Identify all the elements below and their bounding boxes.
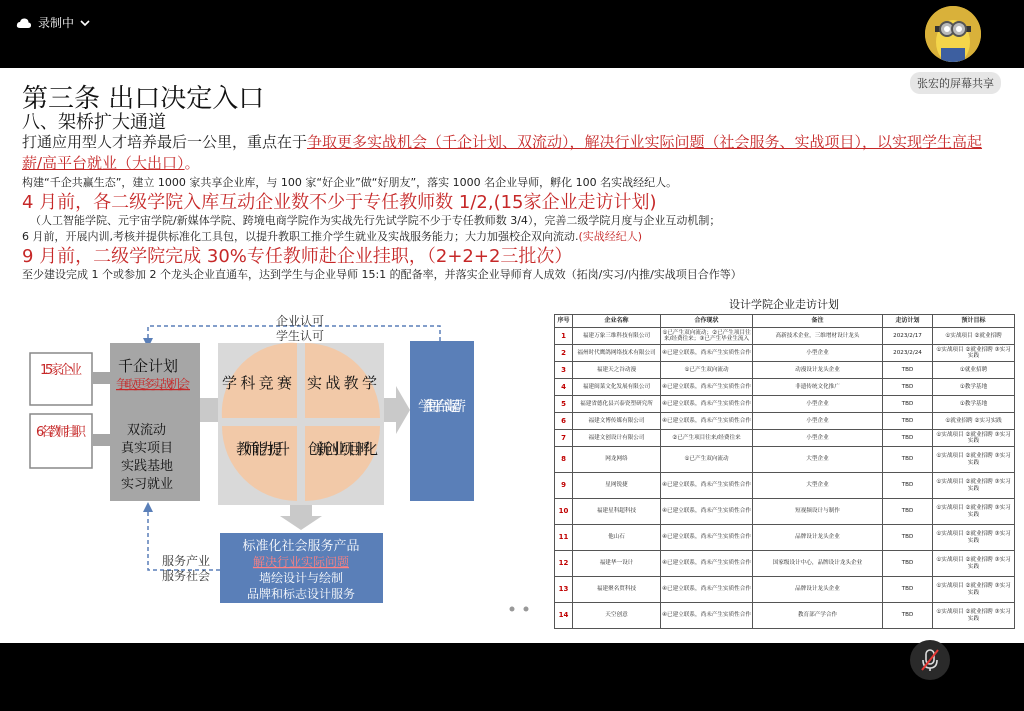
table-cell: ①已产生双向流动 <box>661 362 753 379</box>
table-cell: ④已建立联系，尚未产生实质性合作 <box>661 396 753 413</box>
table-cell: ①实战项目 ②就业招聘 ③实习实践 <box>933 447 1015 473</box>
table-cell: 2023/2/24 <box>883 345 933 362</box>
service-product-item-1: 墙绘设计与绘制 <box>258 571 344 585</box>
table-cell: 教育部产学合作 <box>753 603 883 629</box>
top-bar <box>0 0 1024 68</box>
header-cell: 走访计划 <box>883 315 933 328</box>
qianqi-red: 争取更多实战机会 <box>116 377 190 391</box>
qianqi-item-3: 实践基地 <box>121 459 174 474</box>
petal-label-2: 实战教学 <box>307 374 377 392</box>
table-cell: ④已建立联系，尚未产生实质性合作 <box>661 473 753 499</box>
row-index-cell: 11 <box>555 525 573 551</box>
june-text: 6 月前，开展内训,考核并提供标准化工具包，以提升教职工推介学生就业及实战服务能力；大力加强校企双向流动. <box>22 230 579 243</box>
header-cell: 序号 <box>555 315 573 328</box>
student-box <box>410 341 474 501</box>
service-product-title: 标准化社会服务产品 <box>242 539 360 554</box>
table-cell: 动漫设计龙头企业 <box>753 362 883 379</box>
row-index-cell: 7 <box>555 430 573 447</box>
table-row <box>555 551 1015 577</box>
petal-label-3: 教师能力提升 <box>236 440 290 458</box>
table-header-row <box>555 315 1015 328</box>
table-cell: ②已产生项目往来/经费往来 <box>661 430 753 447</box>
table-cell: 福建天之谷动漫 <box>573 362 661 379</box>
table-cell: 大型企业 <box>753 473 883 499</box>
petal-label-1: 学科竞赛 <box>222 374 292 392</box>
table-cell: 星网锐捷 <box>573 473 661 499</box>
row-index-cell: 5 <box>555 396 573 413</box>
table-cell: TBD <box>883 379 933 396</box>
table-cell: 福建万象三维科技有限公司 <box>573 328 661 345</box>
table-row <box>555 430 1015 447</box>
table-cell: ①就业招聘 <box>933 362 1015 379</box>
chevron-down-icon <box>80 19 90 27</box>
recording-label: 录制中 <box>38 16 75 30</box>
table-cell: ①实战项目 ②就业招聘 ③实习实践 <box>933 345 1015 362</box>
partnership-diagram <box>0 68 555 643</box>
table-title: 设计学院企业走访计划 <box>729 298 839 311</box>
student-label: 学生:高平台高起薪 <box>418 399 466 415</box>
table-cell: 小型企业 <box>753 430 883 447</box>
table-cell: 福建华一设计 <box>573 551 661 577</box>
page-dots[interactable] <box>508 598 532 617</box>
table-cell: 福建星科超科技 <box>573 499 661 525</box>
table-cell: 大型企业 <box>753 447 883 473</box>
slide-subtitle: 八、架桥扩大通道 <box>22 112 166 133</box>
header-cell: 企业名称 <box>573 315 661 328</box>
table-cell: ①实战项目 ②就业招聘 <box>933 328 1015 345</box>
row-index-cell: 12 <box>555 551 573 577</box>
table-cell: ①教学基地 <box>933 396 1015 413</box>
table-cell: 小型企业 <box>753 345 883 362</box>
table-cell: ①已产生双向流动 <box>661 447 753 473</box>
table-cell: 网龙网络 <box>573 447 661 473</box>
table-cell: 短视频设计与制作 <box>753 499 883 525</box>
june-highlight: (实战经纪人) <box>578 230 643 243</box>
bottom-bar <box>0 643 1024 711</box>
shared-slide <box>0 68 1024 643</box>
table-row <box>555 577 1015 603</box>
table-cell: ④已建立联系，尚未产生实质性合作 <box>661 345 753 362</box>
table-row <box>555 345 1015 362</box>
qianqi-item-2: 真实项目 <box>121 441 174 456</box>
table-row <box>555 447 1015 473</box>
table-cell: ①实战项目 ②就业招聘 ③实习实践 <box>933 551 1015 577</box>
slide-title: 第三条 出口决定入口 <box>22 84 265 114</box>
table-cell: TBD <box>883 525 933 551</box>
row-index-cell: 9 <box>555 473 573 499</box>
table-row <box>555 499 1015 525</box>
cloud-icon <box>16 17 32 29</box>
table-cell: 品牌设计龙头企业 <box>753 577 883 603</box>
header-cell: 合作现状 <box>661 315 753 328</box>
minion-avatar-icon <box>925 6 981 62</box>
dots-icon <box>508 605 532 613</box>
row-index-cell: 1 <box>555 328 573 345</box>
table-row <box>555 473 1015 499</box>
service-product-item-2: 品牌和标志设计服务 <box>246 587 356 601</box>
row-index-cell: 6 <box>555 413 573 430</box>
avatar[interactable] <box>925 6 981 62</box>
table-cell: 非遗传统文化推广 <box>753 379 883 396</box>
qianqi-title: 千企计划 <box>118 357 179 375</box>
visit-plan-table <box>554 296 1014 629</box>
table-row <box>555 396 1015 413</box>
top-label-2: 学生认可 <box>275 329 325 343</box>
table-cell: ④已建立联系，尚未产生实质性合作 <box>661 577 753 603</box>
table-cell: 福建聚名贸科技 <box>573 577 661 603</box>
screen-share-badge: 张宏的屏幕共享 <box>910 72 1001 94</box>
table-cell: 福建省德化县兴泰瓷塑研究所 <box>573 396 661 413</box>
header-cell: 预计目标 <box>933 315 1015 328</box>
table-cell: ④已建立联系，尚未产生实质性合作 <box>661 603 753 629</box>
table-row <box>555 328 1015 345</box>
table-cell: 天空创意 <box>573 603 661 629</box>
college-paragraph: （人工智能学院、元宇宙学院/新媒体学院、跨境电商学院作为实战先行先试学院不少于专任教师数 3/4），完善二级学院月度与企业互动机制； <box>30 214 721 227</box>
petal-label-4: 创新创业项目孵化 <box>308 440 378 458</box>
table-row <box>555 362 1015 379</box>
service-label-2: 服务社会 <box>162 569 211 583</box>
row-index-cell: 14 <box>555 603 573 629</box>
table-cell: TBD <box>883 473 933 499</box>
table-cell: ①实战项目 ②就业招聘 ③实习实践 <box>933 525 1015 551</box>
intro-highlight: 争取更多实战机会（千企计划、双流动），解决行业实际问题（社会服务、实战项目），以实现学生高起薪/高平台就业（大出口） <box>22 133 983 172</box>
table-cell: ④已建立联系，尚未产生实质性合作 <box>661 499 753 525</box>
left-box-companies <box>30 353 92 405</box>
ecosystem-paragraph: 构建“千企共赢生态”，建立 1000 家共享企业库，与 100 家“好企业”做“好朋友”，落实 1000 名企业导师，孵化 100 名实战经纪人。 <box>22 176 678 189</box>
left-box-teachers-label: 6名教师挂职 <box>36 425 86 440</box>
table-cell: 品牌设计龙头企业 <box>753 525 883 551</box>
table-row <box>555 603 1015 629</box>
table-cell: TBD <box>883 499 933 525</box>
table-cell: 小型企业 <box>753 396 883 413</box>
table-cell: ①实战项目 ②就业招聘 ③实习实践 <box>933 603 1015 629</box>
table-cell: 国家级设计中心，品牌设计龙头企业 <box>753 551 883 577</box>
table-cell: ④已建立联系，尚未产生实质性合作 <box>661 551 753 577</box>
table-cell: TBD <box>883 396 933 413</box>
table-cell: ④已建立联系，尚未产生实质性合作 <box>661 525 753 551</box>
table-cell: 2023/2/17 <box>883 328 933 345</box>
table-cell: TBD <box>883 577 933 603</box>
row-index-cell: 2 <box>555 345 573 362</box>
table-row <box>555 379 1015 396</box>
row-index-cell: 8 <box>555 447 573 473</box>
mic-muted-icon <box>910 640 950 680</box>
table-cell: ①教学基地 <box>933 379 1015 396</box>
intro-end: 。 <box>184 154 200 172</box>
table-cell: TBD <box>883 430 933 447</box>
mute-button[interactable] <box>910 640 950 680</box>
table-cell: ④已建立联系，尚未产生实质性合作 <box>661 379 753 396</box>
table-cell: TBD <box>883 447 933 473</box>
top-label-1: 企业认可 <box>275 314 325 328</box>
qianqi-item-4: 实习就业 <box>121 477 174 492</box>
row-index-cell: 3 <box>555 362 573 379</box>
table-cell: TBD <box>883 551 933 577</box>
table-cell: ①就业招聘 ②实习实践 <box>933 413 1015 430</box>
row-index-cell: 4 <box>555 379 573 396</box>
table-cell: ①实战项目 ②就业招聘 ③实习实践 <box>933 577 1015 603</box>
mentor-paragraph: 至少建设完成 1 个或参加 2 个龙头企业直通车，达到学生与企业导师 15:1 的配备率，并落实企业导师育人成效（拓岗/实习/内推/实战项目合作等） <box>22 268 742 281</box>
table-cell: ④已建立联系，尚未产生实质性合作 <box>661 413 753 430</box>
table-row <box>555 413 1015 430</box>
left-box-teachers <box>30 414 92 468</box>
table-cell: 福建文博传媒有限公司 <box>573 413 661 430</box>
table-cell: 他山石 <box>573 525 661 551</box>
table-cell: 福建闽菜文化发展有限公司 <box>573 379 661 396</box>
row-index-cell: 13 <box>555 577 573 603</box>
table-cell: 小型企业 <box>753 413 883 430</box>
recording-indicator[interactable] <box>16 14 90 31</box>
table-cell: TBD <box>883 413 933 430</box>
service-product-red: 解决行业实际问题 <box>252 555 350 569</box>
table-cell: ①实战项目 ②就业招聘 ③实习实践 <box>933 473 1015 499</box>
row-index-cell: 10 <box>555 499 573 525</box>
table-cell: 高新技术企业，三维增材设计龙头 <box>753 328 883 345</box>
table-cell: ①实战项目 ②就业招聘 ③实习实践 <box>933 430 1015 447</box>
intro-prefix: 打通应用型人才培养最后一公里，重点在于 <box>22 133 308 151</box>
table-cell: ①已产生双向流动；②已产生项目往来/经费往来；③已产生毕业生流入 <box>661 328 753 345</box>
september-heading: 9 月前，二级学院完成 30%专任教师赴企业挂职，（2+2+2三批次） <box>22 246 573 267</box>
table-cell: 福建文创设计有限公司 <box>573 430 661 447</box>
qianqi-item-1: 双流动 <box>127 423 167 438</box>
table-row <box>555 525 1015 551</box>
table-cell: 福州时代鹰鸽网络技术有限公司 <box>573 345 661 362</box>
table-cell: ①实战项目 ②就业招聘 ③实习实践 <box>933 499 1015 525</box>
april-heading: 4 月前，各二级学院入库互动企业数不少于专任教师数 1/2,(15家企业走访计划) <box>22 192 657 213</box>
table-cell: TBD <box>883 362 933 379</box>
left-box-companies-label: 15家企业 <box>40 363 82 378</box>
table-cell: TBD <box>883 603 933 629</box>
header-cell: 备注 <box>753 315 883 328</box>
service-label-1: 服务产业 <box>162 554 211 568</box>
